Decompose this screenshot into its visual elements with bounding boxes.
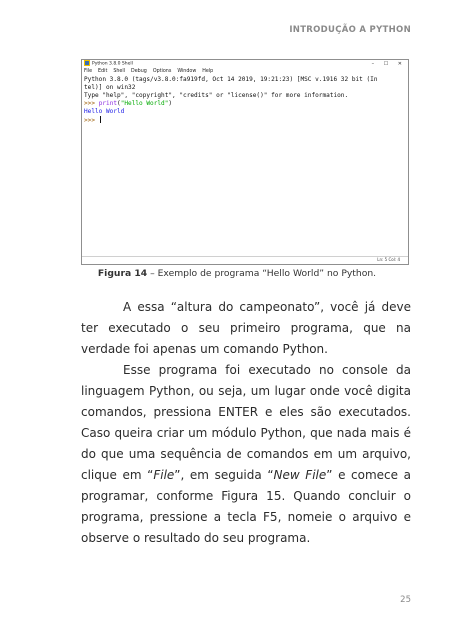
menu-help: Help [202, 69, 214, 74]
menu-edit: Edit [98, 69, 108, 74]
running-header: INTRODUÇÃO A PYTHON [289, 25, 411, 35]
figure-caption [0, 268, 474, 279]
python-icon [84, 60, 90, 66]
shell-cmd-string: "Hello World" [120, 99, 169, 107]
menubar [82, 68, 408, 76]
figure-screenshot-idle-shell [81, 59, 409, 265]
page-number: 25 [400, 595, 411, 605]
caption-text: – Exemplo de programa “Hello World” no Python. [147, 268, 377, 279]
shell-prompt: >>> [84, 99, 99, 107]
menu-debug: Debug [131, 69, 147, 74]
shell-banner-line-3: Type "help", "copyright", "credits" or "license()" for more information. [84, 91, 349, 99]
paragraph-2-part-b: ”, em seguida “ [174, 468, 274, 482]
text-cursor [100, 116, 101, 123]
status-bar: Ln: 5 Col: 4 [82, 256, 408, 264]
window-controls: – ☐ ✕ [371, 61, 406, 67]
shell-output-line: Hello World [84, 107, 125, 115]
paragraph-2-part-c: ” e comece a programar, conforme Figura 15. Quando concluir o programa, pressione a tecla F5, nomeie o arquivo e observe o resultado do seu programa. [81, 468, 411, 545]
menu-file: File [84, 69, 93, 74]
menu-window: Window [177, 69, 197, 74]
paragraph-2-new-file: New File [273, 468, 327, 482]
shell-cmd-func: print [98, 99, 118, 107]
menu-shell: Shell [113, 69, 126, 74]
paragraph-2 [81, 360, 411, 549]
paragraph-2-file: File [153, 468, 175, 482]
shell-banner-line-2: tel)] on win32 [84, 83, 136, 91]
shell-cmd-close: ) [168, 99, 173, 107]
shell-cmd-open: ( [117, 99, 121, 107]
shell-current-line [84, 116, 408, 125]
shell-output-area [82, 76, 408, 257]
window-title: Python 3.8.0 Shell [92, 61, 133, 67]
paragraph-1: A essa “altura do campeonato”, você já deve ter executado o seu primeiro programa, que na verdade foi apenas um comando Python. [81, 300, 411, 356]
menu-options: Options [152, 69, 172, 74]
shell-banner-line-1: Python 3.8.0 (tags/v3.8.0:fa919fd, Oct 14 2019, 19:21:23) [MSC v.1916 32 bit (In [84, 76, 378, 83]
caption-label: Figura 14 [97, 268, 148, 279]
shell-command-line [84, 100, 408, 108]
paragraph-2-part-a: Esse programa foi executado no console da linguagem Python, ou seja, um lugar onde você digita comandos, pressiona ENTER e eles são executados. Caso queira criar um módulo Python, que nada mais é do que uma sequência de comandos em um arquivo, clique em “ [81, 363, 411, 482]
body-text [81, 297, 411, 549]
shell-prompt-2: >>> [84, 116, 99, 124]
window-titlebar [82, 60, 408, 68]
